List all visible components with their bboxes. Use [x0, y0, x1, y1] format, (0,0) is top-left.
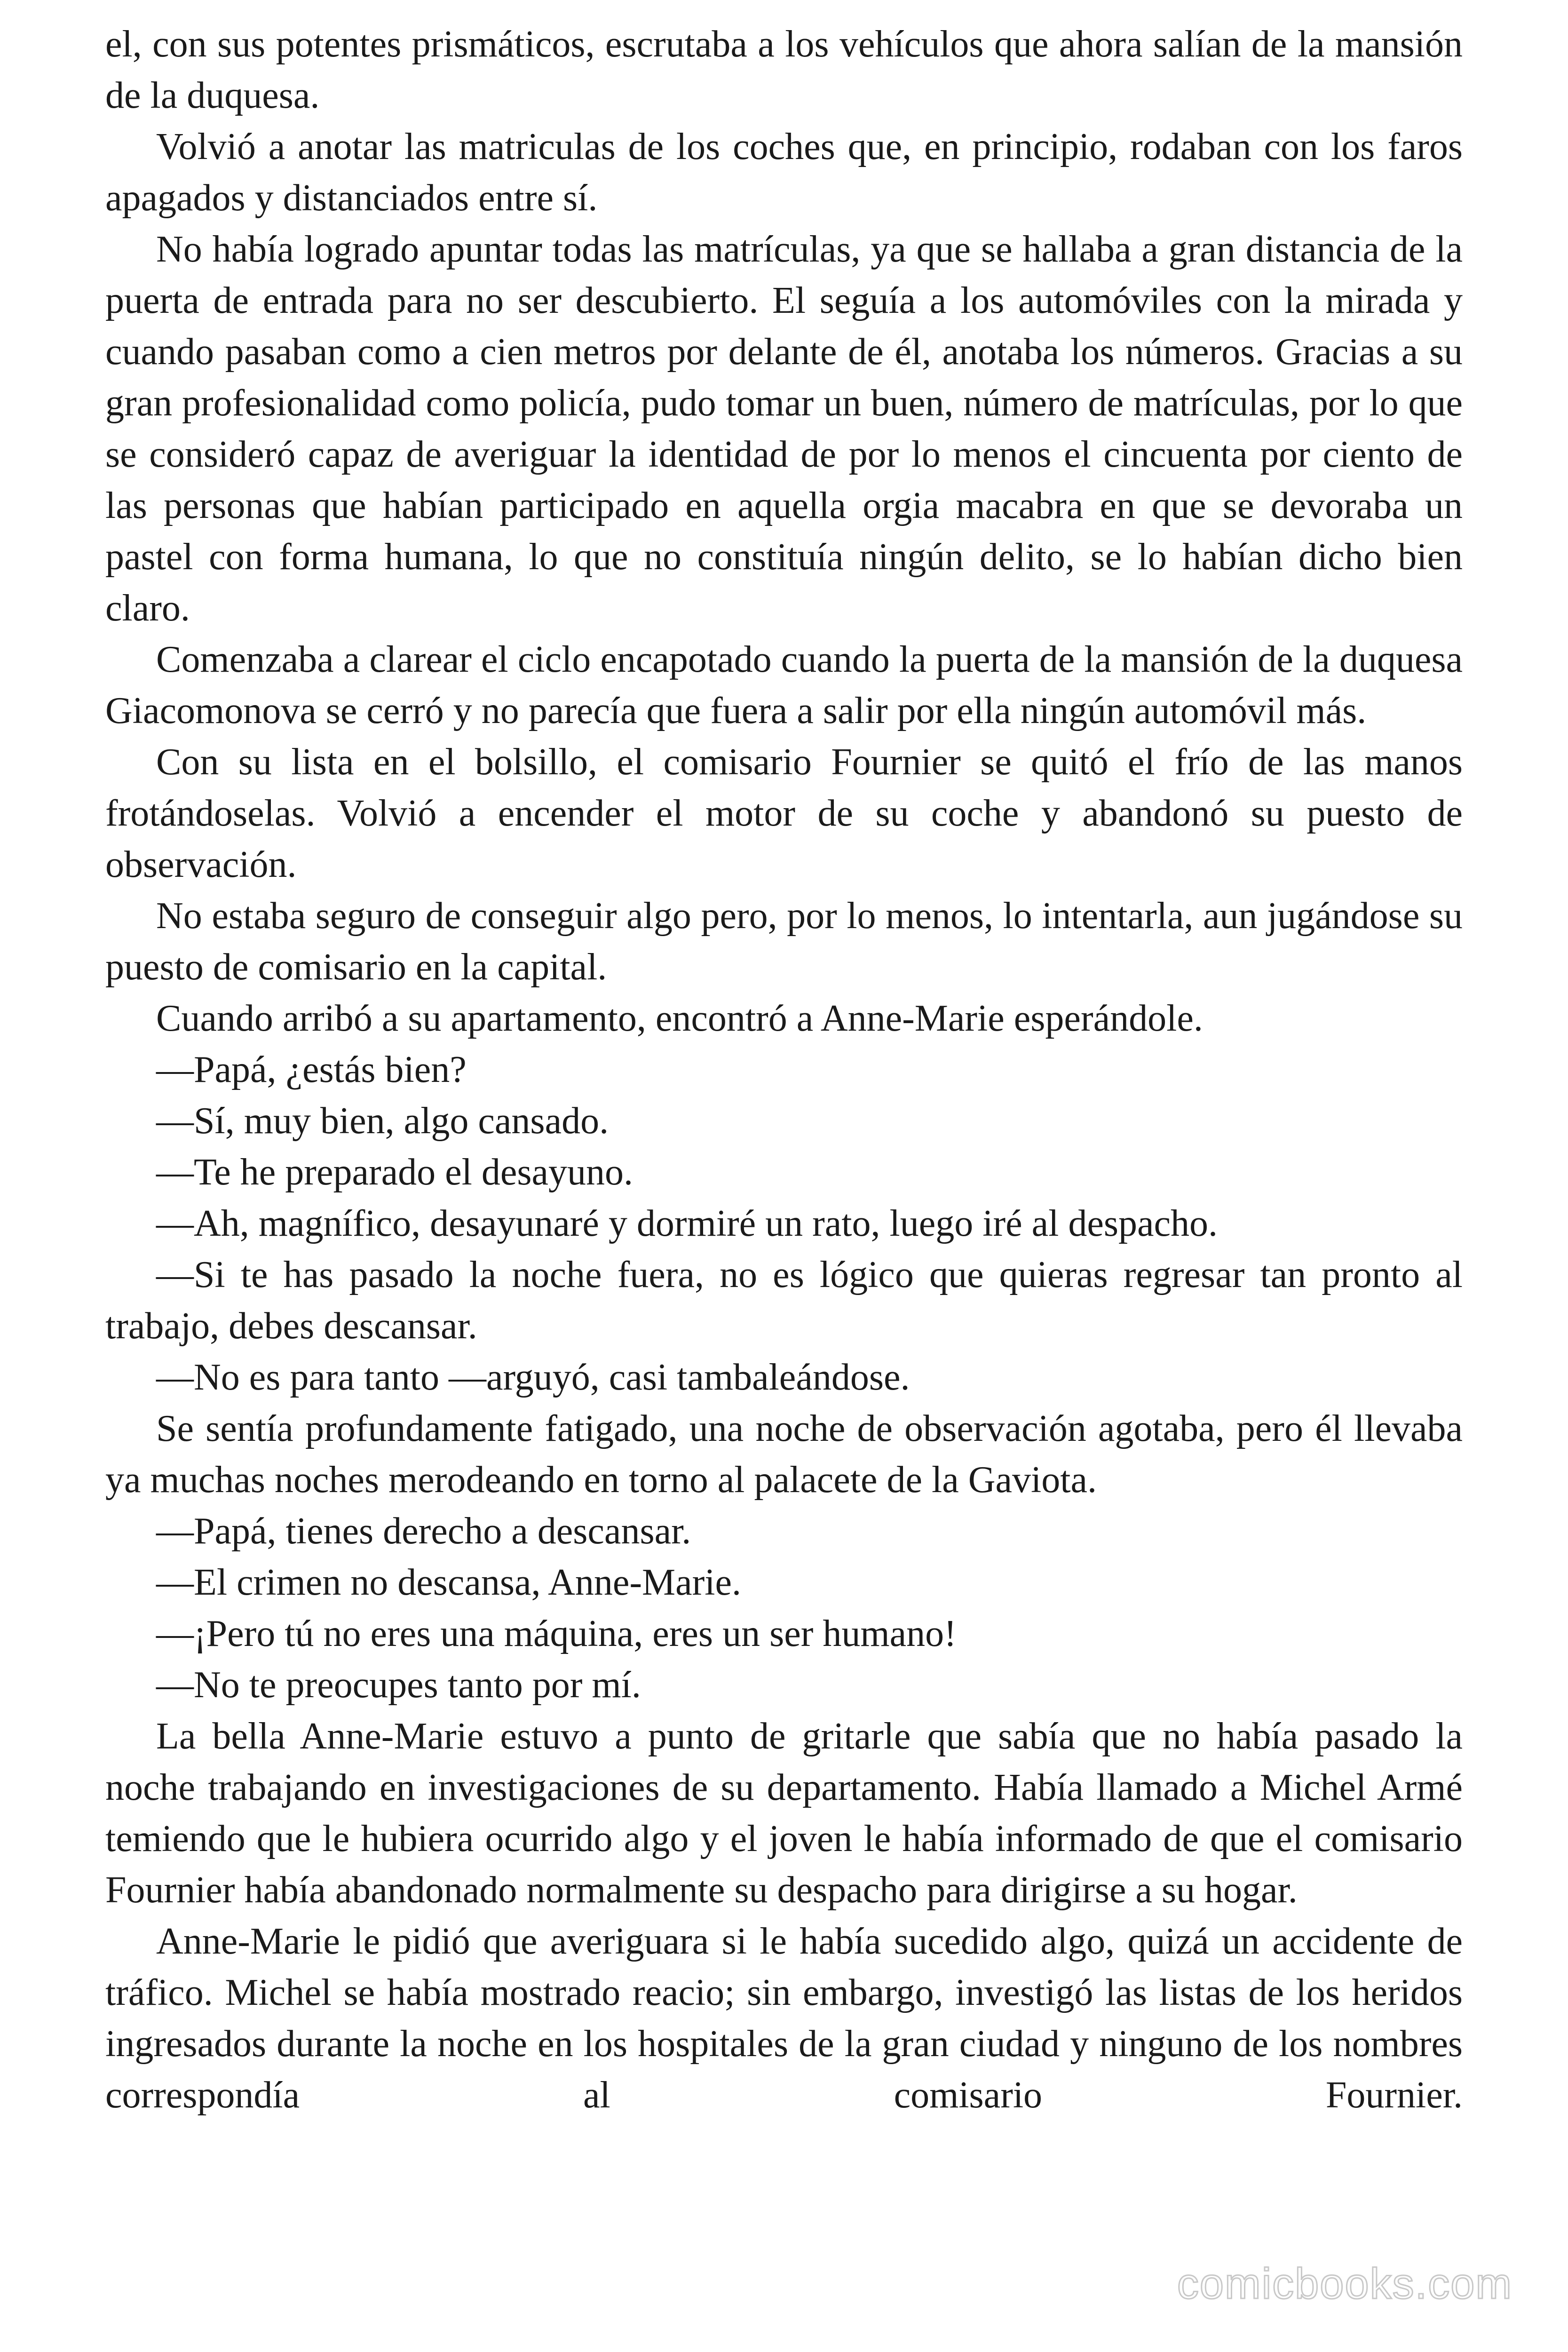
- dialogue-line: —Ah, magnífico, desayunaré y dormiré un rato, luego iré al despacho.: [156, 1203, 1218, 1244]
- dialogue-line: —El crimen no descansa, Anne-Marie.: [156, 1562, 742, 1603]
- paragraph: Con su lista en el bolsillo, el comisario Fournier se quitó el frío de las manos frotándoselas. Volvió a encender el motor de su coche y abandonó su puesto de observación.: [105, 741, 1463, 885]
- paragraph: La bella Anne-Marie estuvo a punto de gritarle que sabía que no había pasado la noche trabajando en investigaciones de su departamento. Había llamado a Michel Armé temiendo que le hubiera ocurrido algo y el joven le había informado de que el comisario Fournier había abandonado normalmente su despacho para dirigirse a su hogar.: [105, 1716, 1463, 1911]
- dialogue-line: —¡Pero tú no eres una máquina, eres un ser humano!: [156, 1613, 957, 1654]
- paragraph: Volvió a anotar las matriculas de los coches que, en principio, rodaban con los faros apagados y distanciados entre sí.: [105, 126, 1463, 219]
- paragraph: Anne-Marie le pidió que averiguara si le había sucedido algo, quizá un accidente de tráfico. Michel se había mostrado reacio; sin embargo, investigó las listas de los heridos ingresados durante la noche en los hospitales de la gran ciudad y ninguno de los nombres correspondía al comisario Fournier.: [105, 1921, 1463, 2116]
- paragraph: Comenzaba a clarear el ciclo encapotado cuando la puerta de la mansión de la duquesa Giacomonova se cerró y no parecía que fuera a salir por ella ningún automóvil más.: [105, 639, 1463, 731]
- paragraph: Se sentía profundamente fatigado, una noche de observación agotaba, pero él llevaba ya muchas noches merodeando en torno al palacete de la Gaviota.: [105, 1408, 1463, 1501]
- book-page-text: [105, 19, 1463, 2121]
- paragraph: Cuando arribó a su apartamento, encontró a Anne-Marie esperándole.: [156, 998, 1203, 1039]
- dialogue-line: —Sí, muy bien, algo cansado.: [156, 1100, 609, 1142]
- dialogue-line: —No es para tanto —arguyó, casi tambaleándose.: [156, 1357, 910, 1398]
- dialogue-line: —Si te has pasado la noche fuera, no es lógico que quieras regresar tan pronto al trabajo, debes descansar.: [105, 1254, 1463, 1347]
- dialogue-line: —Papá, tienes derecho a descansar.: [156, 1510, 691, 1552]
- dialogue-line: —Te he preparado el desayuno.: [156, 1152, 633, 1193]
- paragraph: No había logrado apuntar todas las matrículas, ya que se hallaba a gran distancia de la puerta de entrada para no ser descubierto. El seguía a los automóviles con la mirada y cuando pasaban como a cien metros por delante de él, anotaba los números. Gracias a su gran profesionalidad como policía, pudo tomar un buen, número de matrículas, por lo que se consideró capaz de averiguar la identidad de por lo menos el cincuenta por ciento de las personas que habían participado en aquella orgia macabra en que se devoraba un pastel con forma humana, lo que no constituía ningún delito, se lo habían dicho bien claro.: [105, 229, 1463, 629]
- dialogue-line: —Papá, ¿estás bien?: [156, 1049, 467, 1090]
- watermark: comicbooks.com: [1177, 2260, 1513, 2308]
- paragraph: No estaba seguro de conseguir algo pero, por lo menos, lo intentarla, aun jugándose su puesto de comisario en la capital.: [105, 895, 1463, 988]
- dialogue-line: —No te preocupes tanto por mí.: [156, 1664, 641, 1706]
- paragraph: el, con sus potentes prismáticos, escrutaba a los vehículos que ahora salían de la mansión de la duquesa.: [105, 24, 1463, 116]
